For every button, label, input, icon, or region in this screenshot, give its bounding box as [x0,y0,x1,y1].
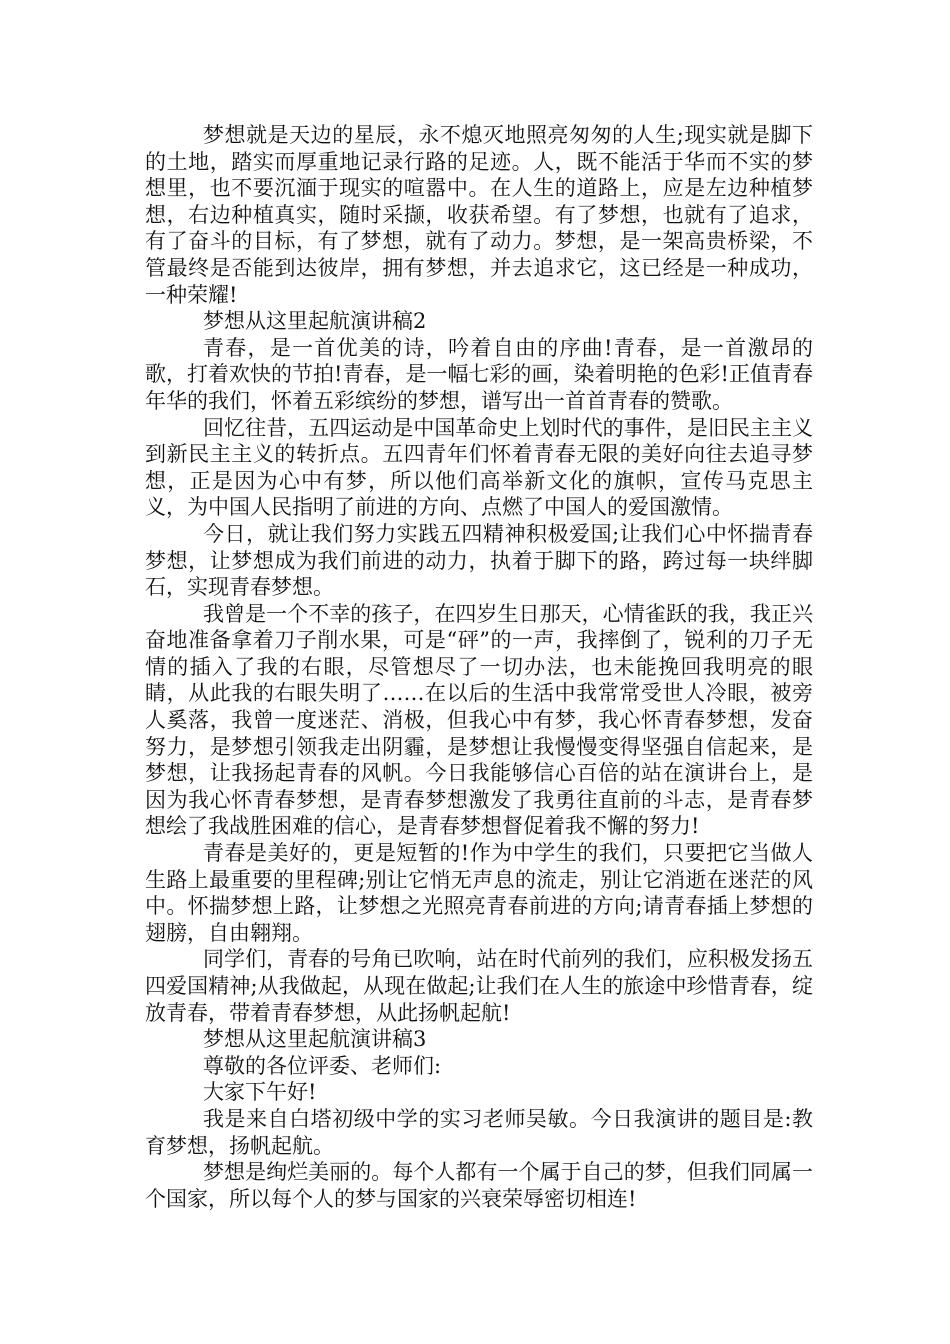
body-paragraph: 今日，就让我们努力实践五四精神积极爱国;让我们心中怀揣青春梦想，让梦想成为我们前进的动力，执着于脚下的路，跨过每一块绊脚石，实现青春梦想。 [145,521,813,600]
body-paragraph: 青春，是一首优美的诗，吟着自由的序曲!青春，是一首激昂的歌，打着欢快的节拍!青春，是一幅七彩的画，染着明艳的色彩!正值青春年华的我们，怀着五彩缤纷的梦想，谱写出一首首青春的赞歌。 [145,335,813,413]
body-paragraph: 回忆往昔，五四运动是中国革命史上划时代的事件，是旧民主主义到新民主主义的转折点。五四青年们怀着青春无限的美好向往去追寻梦想，正是因为心中有梦，所以他们高举新文化的旗帜，宣传马克思主义，为中国人民指明了前进的方向、点燃了中国人的爱国激情。 [145,415,813,520]
body-paragraph: 青春是美好的，更是短暂的!作为中学生的我们，只要把它当做人生路上最重要的里程碑;别让它悄无声息的流走，别让它消逝在迷茫的风中。怀揣梦想上路，让梦想之光照亮青春前进的方向;请青春插上梦想的翅膀，自由翱翔。 [145,841,813,945]
section-heading: 梦想从这里起航演讲稿3 [203,1027,427,1052]
section-heading: 梦想从这里起航演讲稿2 [203,309,427,334]
body-paragraph: 梦想是绚烂美丽的。每个人都有一个属于自己的梦，但我们同属一个国家，所以每个人的梦与国家的兴衰荣辱密切相连! [145,1160,813,1211]
greeting-line: 大家下午好! [203,1080,317,1105]
body-paragraph: 我曾是一个不幸的孩子，在四岁生日那天，心情雀跃的我，我正兴奋地准备拿着刀子削水果，可是“砰”的一声，我摔倒了，锐利的刀子无情的插入了我的右眼，尽管想尽了一切办法，也未能挽回我明亮的眼睛，从此我的右眼失明了……在以后的生活中我常常受世人冷眼，被旁人奚落，我曾一度迷茫、消极，但我心中有梦，我心怀青春梦想，发奋努力，是梦想引领我走出阴霾，是梦想让我慢慢变得坚强自信起来，是梦想，让我扬起青春的风帆。今日我能够信心百倍的站在演讲台上，是因为我心怀青春梦想，是青春梦想激发了我勇往直前的斗志，是青春梦想绘了我战胜困难的信心，是青春梦想督促着我不懈的努力! [145,601,813,839]
body-paragraph: 同学们，青春的号角已吹响，站在时代前列的我们，应积极发扬五四爱国精神;从我做起，从现在做起;让我们在人生的旅途中珍惜青春，绽放青春，带着青春梦想，从此扬帆起航! [145,947,813,1025]
body-paragraph: 梦想就是天边的星辰，永不熄灭地照亮匆匆的人生;现实就是脚下的土地，踏实而厚重地记录行路的足迹。人，既不能活于华而不实的梦想里，也不要沉湎于现实的喧嚣中。在人生的道路上，应是左边种植梦想，右边种植真实，随时采撷，收获希望。有了梦想，也就有了追求，有了奋斗的目标，有了梦想，就有了动力。梦想，是一架高贵桥梁，不管最终是否能到达彼岸，拥有梦想，并去追求它，这已经是一种成功，一种荣耀! [145,123,813,307]
body-paragraph: 我是来自白塔初级中学的实习老师吴敏。今日我演讲的题目是:教育梦想，扬帆起航。 [145,1106,813,1158]
document-page [145,122,813,1212]
salutation-line: 尊敬的各位评委、老师们: [203,1053,442,1078]
